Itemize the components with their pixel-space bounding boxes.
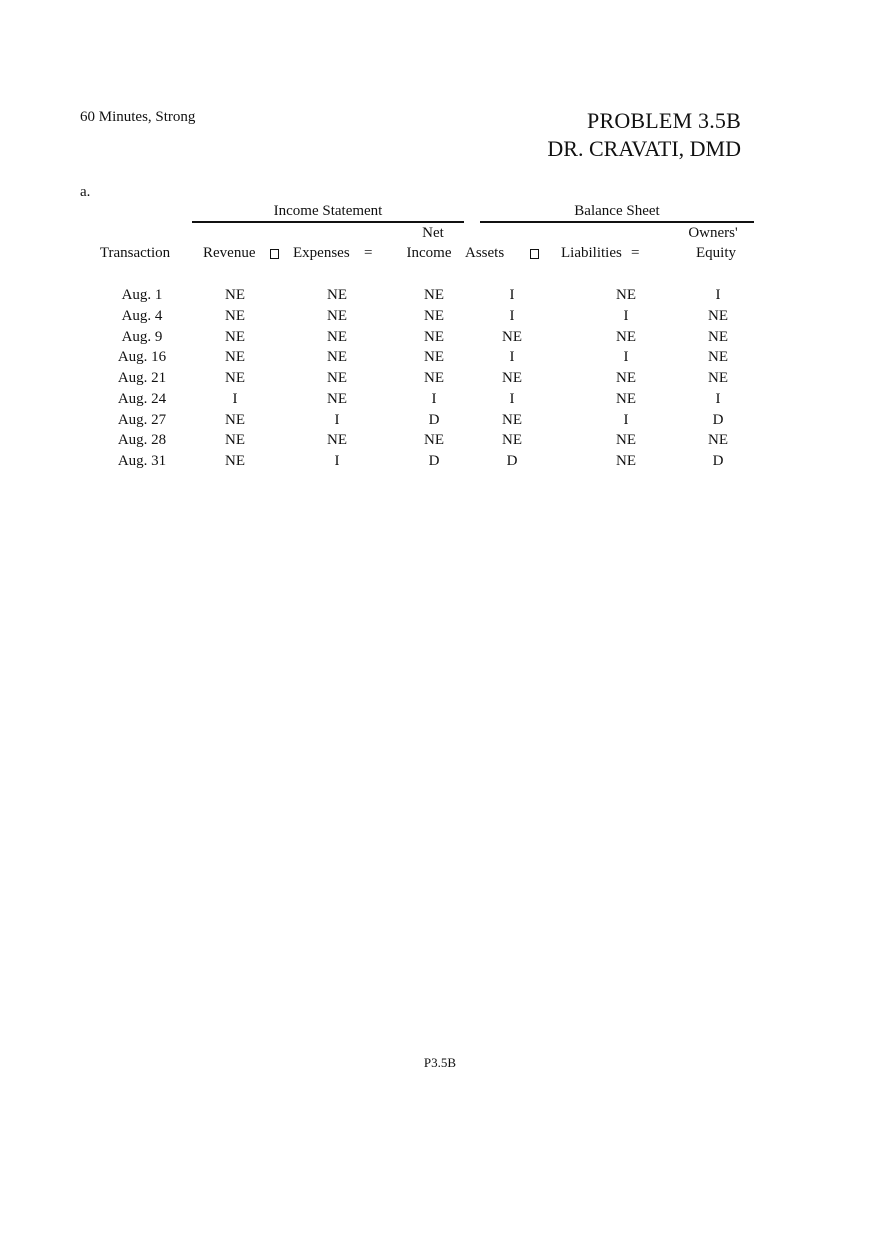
col-owners-bottom: Equity (696, 245, 736, 261)
cell-transaction: Aug. 24 (117, 391, 167, 407)
cell-expenses: NE (327, 308, 347, 324)
cell-assets: NE (502, 370, 522, 386)
cell-transaction: Aug. 16 (117, 349, 167, 365)
col-transaction: Transaction (99, 245, 171, 261)
cell-owners-equity: NE (708, 308, 728, 324)
col-net-top: Net (422, 225, 444, 241)
col-owners-top: Owners' (688, 225, 738, 241)
cell-revenue: NE (225, 287, 245, 303)
cell-expenses: NE (327, 432, 347, 448)
cell-expenses: NE (327, 370, 347, 386)
equals-sign-2: = (631, 245, 640, 261)
equals-sign-1: = (364, 245, 373, 261)
cell-revenue: NE (225, 308, 245, 324)
cell-expenses: NE (327, 329, 347, 345)
cell-transaction: Aug. 9 (121, 329, 163, 345)
cell-assets: NE (502, 329, 522, 345)
cell-net-income: NE (424, 287, 444, 303)
cell-net-income: NE (424, 308, 444, 324)
cell-liabilities: NE (616, 432, 636, 448)
cell-owners-equity: I (715, 287, 721, 303)
cell-net-income: NE (424, 349, 444, 365)
problem-title: PROBLEM 3.5B (587, 108, 741, 133)
minus-box-icon (270, 249, 279, 259)
cell-revenue: NE (225, 453, 245, 469)
cell-assets: I (509, 349, 515, 365)
cell-assets: I (509, 308, 515, 324)
cell-revenue: NE (225, 370, 245, 386)
cell-net-income: NE (424, 370, 444, 386)
cell-liabilities: NE (616, 329, 636, 345)
cell-transaction: Aug. 28 (117, 432, 167, 448)
cell-net-income: NE (424, 432, 444, 448)
cell-liabilities: I (623, 412, 629, 428)
cell-liabilities: I (623, 308, 629, 324)
cell-owners-equity: D (712, 412, 724, 428)
cell-expenses: NE (327, 349, 347, 365)
cell-revenue: I (232, 391, 238, 407)
col-revenue: Revenue (203, 245, 256, 261)
cell-transaction: Aug. 4 (121, 308, 163, 324)
col-expenses: Expenses (293, 245, 350, 261)
cell-liabilities: NE (616, 370, 636, 386)
cell-liabilities: NE (616, 453, 636, 469)
income-statement-heading: Income Statement (273, 203, 383, 219)
cell-owners-equity: D (712, 453, 724, 469)
balance-sheet-rule (480, 221, 754, 223)
part-label: a. (80, 184, 91, 200)
cell-liabilities: NE (616, 391, 636, 407)
cell-transaction: Aug. 21 (117, 370, 167, 386)
cell-expenses: NE (327, 391, 347, 407)
cell-net-income: D (428, 453, 440, 469)
cell-net-income: D (428, 412, 440, 428)
cell-expenses: I (334, 412, 340, 428)
cell-transaction: Aug. 1 (121, 287, 163, 303)
balance-sheet-heading: Balance Sheet (574, 203, 660, 219)
cell-assets: I (509, 391, 515, 407)
company-title: DR. CRAVATI, DMD (547, 136, 741, 161)
subtitle: 60 Minutes, Strong (80, 109, 196, 125)
cell-revenue: NE (225, 412, 245, 428)
cell-assets: I (509, 287, 515, 303)
cell-owners-equity: NE (708, 329, 728, 345)
cell-expenses: I (334, 453, 340, 469)
cell-assets: NE (502, 432, 522, 448)
cell-assets: D (506, 453, 518, 469)
income-statement-rule (192, 221, 464, 223)
cell-assets: NE (502, 412, 522, 428)
cell-owners-equity: NE (708, 432, 728, 448)
page-label: P3.5B (423, 1055, 457, 1070)
cell-owners-equity: NE (708, 349, 728, 365)
cell-owners-equity: NE (708, 370, 728, 386)
cell-liabilities: NE (616, 287, 636, 303)
col-net-bottom: Income (406, 245, 452, 261)
col-assets: Assets (465, 245, 505, 261)
cell-liabilities: I (623, 349, 629, 365)
cell-expenses: NE (327, 287, 347, 303)
cell-revenue: NE (225, 349, 245, 365)
cell-transaction: Aug. 27 (117, 412, 167, 428)
col-liabilities: Liabilities (561, 245, 622, 261)
cell-revenue: NE (225, 432, 245, 448)
plus-box-icon (530, 249, 539, 259)
cell-transaction: Aug. 31 (117, 453, 167, 469)
cell-net-income: NE (424, 329, 444, 345)
cell-owners-equity: I (715, 391, 721, 407)
cell-net-income: I (431, 391, 437, 407)
cell-revenue: NE (225, 329, 245, 345)
